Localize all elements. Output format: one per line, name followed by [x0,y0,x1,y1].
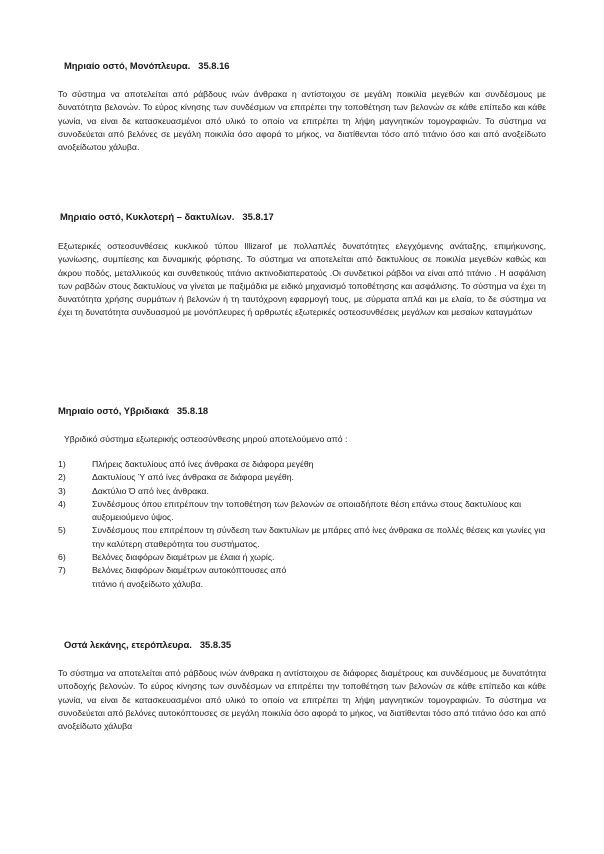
list-item-text: Βελόνες διαφόρων διαμέτρων με έλαια ή χωρίς. [92,552,275,563]
list-item-text: Δακτύλιο Ό από ίνες άνθρακα. [92,485,209,496]
list-item [58,471,546,484]
section-code: 35.8.18 [176,405,209,416]
list-item-number: 2) [58,472,66,483]
list-item [58,524,546,551]
list-item [58,498,546,525]
list-item-number: 5) [58,525,66,536]
list-item-text: Βελόνες διαφόρων διαμέτρων αυτοκόπτουσες από τιτάνιο ή ανοξείδωτο χάλυβα. [92,565,287,589]
section-body: Το σύστημα να αποτελείται από ράβδους ινών άνθρακα η αντίστοιχου σε μεγάλη ποικιλία μεγεθών και συνδέσμους με δυνατότητα βελονών. Το εύρος κίνησης των συνδέσμων να επιτρέπει την τοποθέτηση των βελονών σε κάθε επίπεδο και κάθε γωνία, να είναι δε κατασκευασμένοι από υλικό το οποίο να επιτρέπει τη λήψη μαγνητικών τομογραφιών. Το σύστημα να συνοδεύεται από βελόνες σε μεγάλη ποικιλία όσο αφορά το μήκος, να διατίθενται τόσο από τιτάνιο όσο και από ανοξείδωτο ανοξείδωτου χάλυβα. [58,89,546,153]
list-item-number: 4) [58,498,66,509]
section-heading [58,405,546,417]
section-body: Το σύστημα να αποτελείται από ράβδους ινών άνθρακα η αντίστοιχου σε διάφορες διαμέτρους και συνδέσμους με δυνατότητα υποδοχής βελονών. Το εύρος κίνησης των συνδέσμων να επιτρέπει την τοποθέτηση των βελονών σε κάθε επίπεδο και κάθε γωνία, να είναι δε κατασκευασμένοι από υλικό το οποίο να επιτρέπει τη λήψη μαγνητικών τομογραφιών. Το σύστημα να συνοδεύεται από βελόνες αυτοκόπτουσες σε μεγάλη ποικιλία όσο αφορά το μήκος, να διατίθενται τόσο από τιτάνιο όσο και από ανοξείδωτο χάλυβα [58,668,546,732]
section-35-8-16 [58,60,546,154]
list-item-text: Συνδέσμους όπου επιτρέπουν την τοποθέτηση των βελονών σε οποιαδήποτε θέση επάνω στους δακτυλίους και αυξομειούμενο ύψος. [92,498,521,523]
section-title: Μηριαίο οστό, Κυκλοτερή – δακτυλίων. [60,211,235,222]
section-heading [58,211,546,223]
section-35-8-18 [58,405,546,591]
list-item-number: 3) [58,485,66,496]
list-item-text: Δακτυλίους Ύ από ίνες άνθρακα σε διάφορα μεγέθη. [92,472,294,483]
list-item-number: 6) [58,552,66,563]
section-intro: Υβριδικό σύστημα εξωτερικής οστεοσύνθεσης μηρού αποτελούμενο από : [64,434,348,444]
list-item-number: 1) [58,459,66,469]
list-item-text: Πλήρεις δακτυλίους από ίνες άνθρακα σε διάφορα μεγέθη [92,459,314,469]
list-item [58,485,546,498]
section-code: 35.8.16 [198,60,230,71]
list-item [58,564,546,591]
section-35-8-35 [58,639,546,733]
section-title: Οστά λεκάνης, ετερόπλευρα. [64,639,192,650]
section-body: Εξωτερικές οστεοσυνθέσεις κυκλικού τύπου Illizarof με πολλαπλές δυνατότητες ελεγχόμενης ανάταξης, επιμήκυνσης, γωνίωσης, συμπίεσης και δυναμικής φόρτισης. Το σύστημα να αποτελείται από δακτυλίους σε ποικιλία μεγεθών καθώς και άκρου ποδός, μεταλλικούς και συνθετικούς τιτάνιο ακτινοδιαπερατούς .Οι συνδετικοί ράβδοι να είναι από τιτάνιο . Η ασφάλιση των ραβδών στους δακτυλίους να γίνεται με παξιμάδια με ειδικό μηχανισμό τοποθέτησης και ασφάλισης. Το σύστημα να έχει τη δυνατότητα χρήσης συρμάτων ή βελονών ή τη ταυτόχρονη εφαρμογή τους, με σύρματα απλά και με ελαία, το δε σύστημα να έχει τη δυνατότητα συνδυασμού με μονόπλευρες ή αρθρωτές εξωτερικές οστεοσυνθέσεις μεγάλων και μεσαίων καταγμάτων [58,241,546,318]
section-title: Μηριαίο οστό, Μονόπλευρα. [64,60,191,71]
section-35-8-17 [58,211,546,320]
section-code: 35.8.17 [242,211,274,222]
list-item-number: 7) [58,565,66,576]
list-item [58,551,546,564]
section-heading [58,60,546,72]
list-item [58,458,546,471]
section-title: Μηριαίο οστό, Υβριδιακά [58,405,169,416]
list-item-text: Συνδέσμους που επιτρέπουν τη σύνδεση των δακτυλίων με μπάρες από ίνες άνθρακα σε πολλές θέσεις και γωνίες για την καλύτερη σταθερότητα του συστήματος. [92,525,546,549]
component-list [58,458,546,591]
section-heading [58,639,546,651]
section-code: 35.8.35 [199,639,232,650]
